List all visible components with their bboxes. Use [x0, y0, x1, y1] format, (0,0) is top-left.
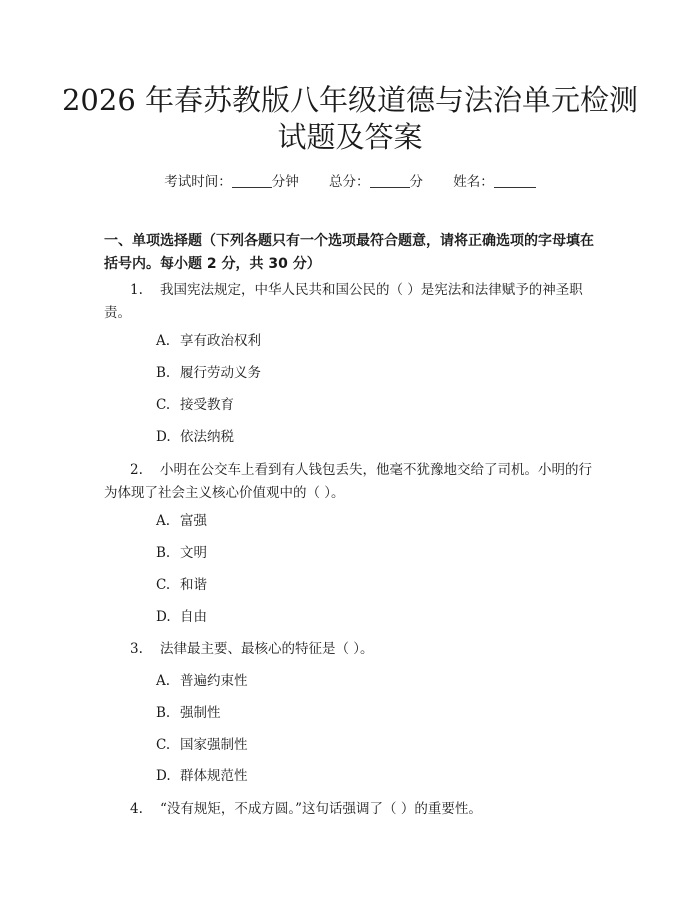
option-3d: D. 群体规范性: [156, 768, 248, 784]
total-score: 总分： 分: [329, 174, 423, 190]
option-2b: B. 文明: [156, 545, 207, 561]
question-text: 我国宪法规定，中华人民共和国公民的（ ）是宪法和法律赋予的神圣职责。: [104, 282, 583, 321]
option-1b: B. 履行劳动义务: [156, 365, 261, 381]
option-3a: A. 普遍约束性: [156, 673, 248, 689]
option-2a: A. 富强: [156, 513, 207, 529]
question-number: 4.: [130, 801, 143, 817]
question-text: 小明在公交车上看到有人钱包丢失，他毫不犹豫地交给了司机。小明的行为体现了社会主义核心价值观中的（ ）。: [104, 462, 592, 501]
option-2c: C. 和谐: [156, 577, 207, 593]
question-number: 2.: [130, 462, 143, 478]
question-text: “没有规矩，不成方圆。”这句话强调了（ ）的重要性。: [160, 801, 482, 817]
score-blank: [370, 173, 410, 188]
exam-meta: [0, 170, 700, 190]
exam-time: 考试时间： 分钟: [164, 174, 299, 190]
section-heading: 一、单项选择题（下列各题只有一个选项最符合题意，请将正确选项的字母填在括号内。每小题 2 分，共 30 分）: [104, 233, 594, 272]
time-blank: [232, 173, 272, 188]
student-name: 姓名：: [453, 174, 536, 190]
question-3: [104, 638, 604, 661]
page-title: [60, 82, 640, 156]
option-1d: D. 依法纳税: [156, 429, 234, 445]
option-2d: D. 自由: [156, 609, 207, 625]
question-1: [104, 279, 604, 325]
name-blank: [494, 173, 536, 188]
question-number: 1.: [130, 282, 143, 298]
question-4: [104, 798, 604, 821]
question-2: [104, 459, 604, 505]
option-1c: C. 接受教育: [156, 397, 234, 413]
question-number: 3.: [130, 641, 143, 657]
title-line-1: 2026 年春苏教版八年级道德与法治单元检测: [61, 83, 639, 117]
option-3b: B. 强制性: [156, 705, 221, 721]
question-text: 法律最主要、最核心的特征是（ ）。: [160, 641, 374, 657]
title-line-2: 试题及答案: [277, 120, 423, 154]
option-1a: A. 享有政治权利: [156, 333, 261, 349]
option-3c: C. 国家强制性: [156, 737, 248, 753]
